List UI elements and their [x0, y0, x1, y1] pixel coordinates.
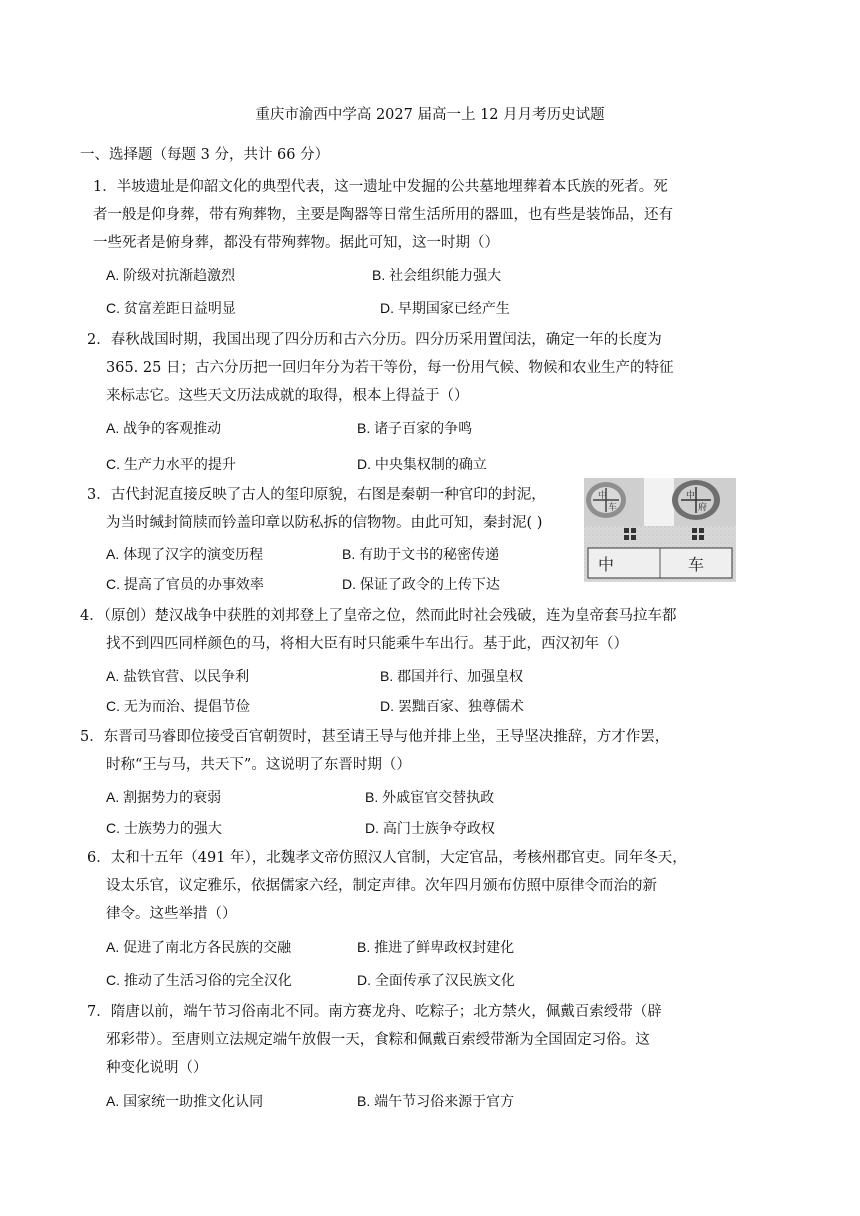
question-1-option-d[interactable]: D. 早期国家已经产生: [380, 300, 510, 316]
question-2-line-2: 365. 25 日；古六分历把一回归年分为若干等份，每一份用气候、物候和农业生产的特征: [106, 360, 674, 376]
question-3-line-2: 为当时缄封简牍而钤盖印章以防私拆的信物物。由此可知，秦封泥( ): [106, 515, 543, 531]
question-3-option-c[interactable]: C. 提高了官员的办事效率: [106, 576, 264, 592]
question-6-option-b[interactable]: B. 推进了鲜卑政权封建化: [357, 939, 515, 955]
question-1-option-b[interactable]: B. 社会组织能力强大: [372, 267, 502, 283]
question-3-option-d[interactable]: D. 保证了政令的上传下达: [342, 576, 500, 592]
seal-left-char-1: 中: [598, 491, 608, 501]
question-4-option-c[interactable]: C. 无为而治、提倡节俭: [106, 698, 250, 714]
question-1-line-3: 一些死者是俯身葬，都没有带殉葬物。据此可知，这一时期（）: [93, 235, 499, 251]
question-2-option-c[interactable]: C. 生产力水平的提升: [106, 456, 236, 472]
question-1-option-c[interactable]: C. 贫富差距日益明显: [106, 300, 236, 316]
question-2-line-1: 2．春秋战国时期，我国出现了四分历和古六分历。四分历采用置闰法，确定一年的长度为: [87, 332, 662, 348]
question-2-option-d[interactable]: D. 中央集权制的确立: [357, 456, 487, 472]
section-heading: 一、选择题（每题 3 分，共计 66 分）: [80, 147, 330, 163]
question-3-option-b[interactable]: B. 有助于文书的秘密传递: [342, 546, 500, 562]
question-4-option-b[interactable]: B. 郡国并行、加强皇权: [380, 668, 524, 684]
question-2-option-b[interactable]: B. 诸子百家的争鸣: [357, 420, 473, 436]
question-6-option-a[interactable]: A. 促进了南北方各民族的交融: [106, 939, 292, 955]
seal-right-char-1: 中: [686, 491, 696, 501]
question-5-line-1: 5．东晋司马睿即位接受百官朝贺时，甚至请王导与他并排上坐，王导坚决推辞，方才作罢，: [80, 729, 670, 745]
question-3-option-a[interactable]: A. 体现了汉字的演变历程: [106, 546, 264, 562]
question-1-option-a[interactable]: A. 阶级对抗渐趋激烈: [106, 267, 236, 283]
question-6-line-3: 律令。这些举措（）: [106, 906, 237, 922]
question-5-option-a[interactable]: A. 割据势力的衰弱: [106, 789, 222, 805]
seal-bottom-left-char: 中: [598, 555, 615, 574]
question-4-line-2: 找不到四匹同样颜色的马，将相大臣有时只能乘牛车出行。基于此，西汉初年（）: [106, 636, 628, 652]
question-7-option-b[interactable]: B. 端午节习俗来源于官方: [357, 1093, 515, 1109]
question-6-line-2: 设太乐官，议定雅乐，依据儒家六经，制定声律。次年四月颁布仿照中原律令而治的新: [106, 878, 657, 894]
question-1-line-2: 者一般是仰身葬，带有殉葬物，主要是陶器等日常生活所用的器皿，也有些是装饰品，还有: [93, 207, 673, 223]
seal-right-char-2: 府: [698, 503, 708, 513]
seal-left-char-2: 车: [608, 503, 618, 513]
question-7-line-2: 邪彩带）。至唐则立法规定端午放假一天，食粽和佩戴百索绶带渐为全国固定习俗。这: [106, 1032, 650, 1048]
page-title: 重庆市渝西中学高 2027 届高一上 12 月月考历史试题: [255, 107, 605, 123]
question-6-line-1: 6．太和十五年（491 年），北魏孝文帝仿照汉人官制，大定官品，考核州郡官吏。同年冬天，: [87, 850, 687, 866]
question-7-line-3: 种变化说明（）: [106, 1060, 208, 1076]
question-1-line-1: 1．半坡遗址是仰韶文化的典型代表，这一遗址中发掘的公共墓地埋葬着本氏族的死者。死: [93, 179, 668, 195]
question-2-line-3: 来标志它。这些天文历法成就的取得，根本上得益于（）: [106, 388, 469, 404]
question-5-option-b[interactable]: B. 外戚宦官交替执政: [365, 789, 495, 805]
question-2-option-a[interactable]: A. 战争的客观推动: [106, 420, 222, 436]
question-4-line-1: 4．（原创）楚汉战争中获胜的刘邦登上了皇帝之位，然而此时社会残破，连为皇帝套马拉车都: [80, 608, 677, 624]
question-6-option-d[interactable]: D. 全面传承了汉民族文化: [357, 972, 515, 988]
question-4-option-a[interactable]: A. 盐铁官营、以民争利: [106, 668, 250, 684]
question-6-option-c[interactable]: C. 推动了生活习俗的完全汉化: [106, 972, 292, 988]
question-5-line-2: 时称“王与马，共天下”。这说明了东晋时期（）: [106, 757, 411, 773]
question-5-option-c[interactable]: C. 士族势力的强大: [106, 820, 222, 836]
question-7-line-1: 7．隋唐以前，端午节习俗南北不同。南方赛龙舟、吃粽子；北方禁火，佩戴百索绶带（辟: [87, 1004, 662, 1020]
seal-clay-image: [584, 478, 736, 582]
seal-bottom-right-char: 车: [688, 555, 705, 574]
question-4-option-d[interactable]: D. 罢黜百家、独尊儒术: [380, 698, 524, 714]
question-3-line-1: 3．古代封泥直接反映了古人的玺印原貌，右图是秦朝一种官印的封泥，: [87, 487, 546, 503]
question-7-option-a[interactable]: A. 国家统一助推文化认同: [106, 1093, 264, 1109]
question-5-option-d[interactable]: D. 高门士族争夺政权: [365, 820, 495, 836]
